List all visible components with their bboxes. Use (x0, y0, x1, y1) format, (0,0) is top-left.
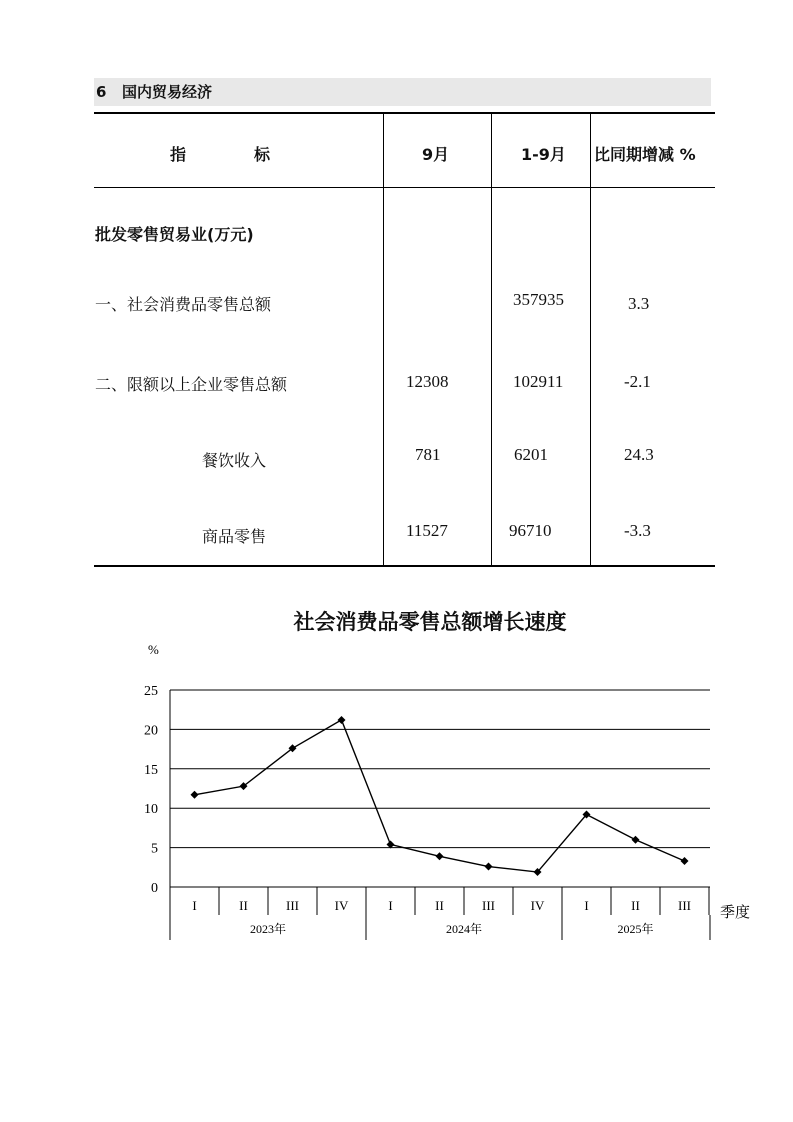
group-label: 2024年 (445, 922, 483, 936)
data-point (338, 716, 346, 724)
data-point (485, 863, 493, 871)
y-tick-label: 25 (144, 684, 158, 699)
y-tick-label: 15 (144, 762, 158, 778)
data-point (436, 852, 444, 860)
row-yoy: -2.1 (624, 372, 651, 391)
category-label: IV (334, 898, 349, 913)
y-axis-unit: % (148, 642, 159, 657)
category-label: I (192, 898, 197, 913)
category-label: III (482, 898, 495, 913)
category-label: III (678, 898, 691, 913)
x-axis-title: 季度 (720, 905, 751, 921)
category-label: II (435, 898, 444, 913)
y-tick-label: 10 (144, 802, 158, 818)
data-point (632, 836, 640, 844)
row-yoy: 24.3 (624, 445, 654, 464)
header-month: 9月 (422, 145, 450, 164)
row-ytd: 6201 (514, 445, 548, 464)
y-tick-label: 20 (144, 723, 158, 739)
data-point (191, 791, 199, 799)
header-yoy: 比同期增减 % (594, 145, 696, 164)
row-label: 商品零售 (202, 527, 267, 546)
row-label: 一、社会消费品零售总额 (95, 295, 272, 314)
row-month: 11527 (406, 521, 448, 540)
row-label: 餐饮收入 (202, 451, 267, 470)
category-label: III (286, 898, 299, 913)
category-label: II (239, 898, 248, 913)
y-tick-label: 5 (151, 841, 158, 857)
chart-title: 社会消费品零售总额增长速度 (293, 610, 567, 634)
data-point (681, 857, 689, 865)
category-label: I (584, 898, 589, 913)
row-ytd: 102911 (513, 372, 564, 391)
header-indicator-a: 指 (170, 145, 187, 164)
row-yoy: 3.3 (628, 294, 650, 313)
category-label: IV (530, 898, 545, 913)
category-label: I (388, 898, 393, 913)
header-indicator-b: 标 (254, 145, 271, 164)
section-number: 6 (96, 83, 107, 101)
row-month: 781 (415, 445, 441, 464)
y-tick-label: 0 (151, 881, 158, 896)
category-label: II (631, 898, 640, 913)
row-month: 12308 (406, 372, 449, 391)
table-category: 批发零售贸易业(万元) (95, 225, 254, 244)
section-title: 国内贸易经济 (122, 83, 213, 101)
group-label: 2023年 (249, 922, 287, 936)
series-line (195, 720, 685, 872)
row-ytd: 357935 (513, 290, 564, 309)
row-ytd: 96710 (509, 521, 552, 540)
row-label: 二、限额以上企业零售总额 (95, 375, 288, 394)
group-label: 2025年 (617, 922, 654, 936)
header-ytd: 1-9月 (521, 145, 566, 164)
row-yoy: -3.3 (624, 521, 651, 540)
